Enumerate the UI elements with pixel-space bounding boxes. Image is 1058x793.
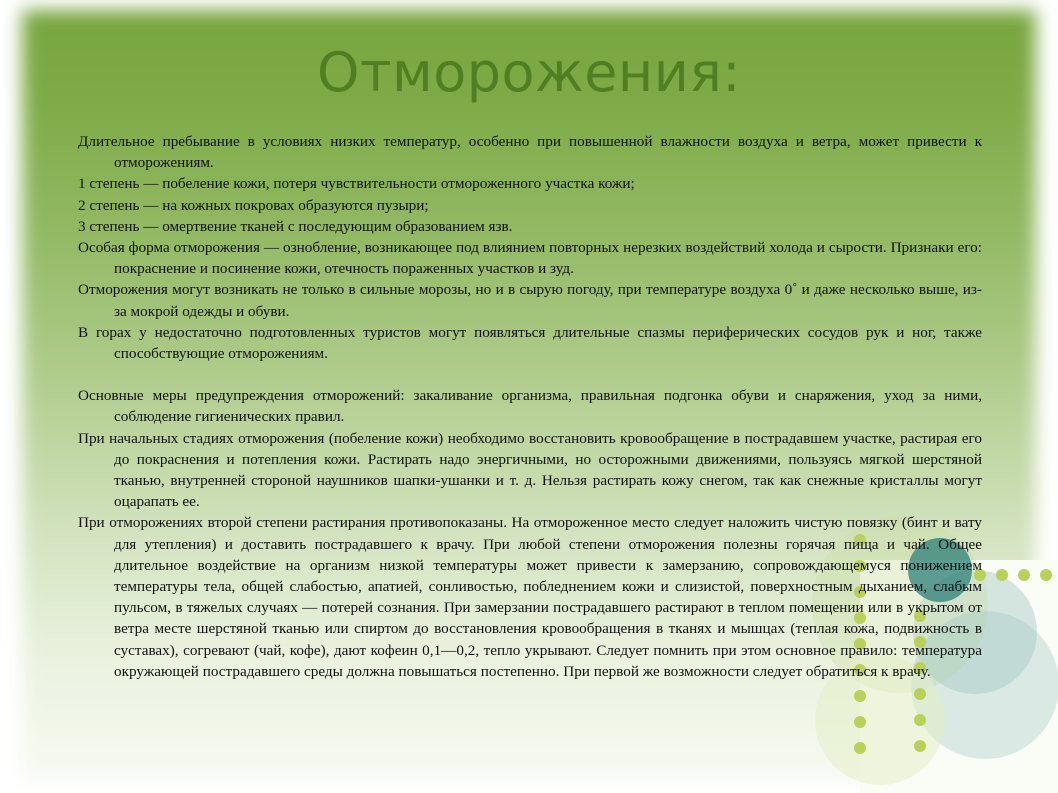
paragraph-gap: [78, 364, 982, 385]
paragraph-degree-2: 2 степень — на кожных покровах образуются пузыри;: [78, 196, 429, 214]
paragraph-second-degree: При отморожениях второй степени растирания противопоказаны. На отмороженное место следует наложить чистую повязку (бинт и вату для утепления) и доставить пострадавшего к врачу. При любой степени отморожения полезны горячая пища и чай. Общее длительное воздействие на организм низкой температуры может привести к замерзанию, сопровождающемуся понижением температуры тела, общей слабостью, апатией, сонливостью, побледнением кожи и слизистой, поверхностным дыханием, слабым пульсом, в тяжелых случаях — потерей сознания. При замерзании пострадавшего растирают в теплом помещении или в укрытом от ветра месте шерстяной тканью или спиртом до восстановления кровообращения в тканях и мышцах (теплая кожа, подвижность в суставах), согревают (чай, кофе), дают кофеин 0,1—0,2, тепло укрывают. Следует помнить при этом основное правило: температура окружающей пострадавшего среды должна повышаться постепенно. При первой же возможности следует обратиться к врачу.: [78, 514, 982, 680]
paragraph-prevention: Основные меры предупреждения отморожений: закаливание организма, правильная подгонка обуви и снаряжения, уход за ними, соблюдение гигиенических правил.: [78, 387, 982, 426]
slide-title: Отморожения:: [317, 41, 741, 104]
paragraph-intro: Длительное пребывание в условиях низких температур, особенно при повышенной влажности воздуха и ветра, может привести к отморожениям.: [78, 133, 982, 172]
paragraph-mountains: В горах у недостаточно подготовленных туристов могут появляться длительные спазмы периферических сосудов рук и ног, также способствующие отморожениям.: [78, 323, 982, 363]
paragraph-conditions: Отморожения могут возникать не только в сильные морозы, но и в сырую погоду, при температуре воздуха 0˚ и даже несколько выше, из-за мокрой одежды и обуви.: [78, 281, 982, 320]
paragraph-initial-stages: При начальных стадиях отморожения (побеление кожи) необходимо восстановить кровообращение в пострадавшем участке, растирая его до покраснения и потепления кожи. Растирать надо энергичными, но осторожными движениями, пользуясь мягкой шерстяной тканью, внутренней стороной наушников шапки-ушанки и т. д. Нельзя растирать кожу снегом, так как снежные кристаллы могут оцарапать ее.: [78, 429, 982, 511]
slide-body-text: [78, 131, 982, 682]
paragraph-degree-3: 3 степень — омертвение тканей с последующим образованием язв.: [78, 217, 513, 235]
paragraph-degree-1: 1 степень — побеление кожи, потеря чувствительности отмороженного участка кожи;: [78, 175, 635, 193]
paragraph-chilblains: Особая форма отморожения — ознобление, возникающее под влиянием повторных нерезких воздействий холода и сырости. Признаки его: покраснение и посинение кожи, отечность пораженных участков и зуд.: [78, 239, 982, 278]
